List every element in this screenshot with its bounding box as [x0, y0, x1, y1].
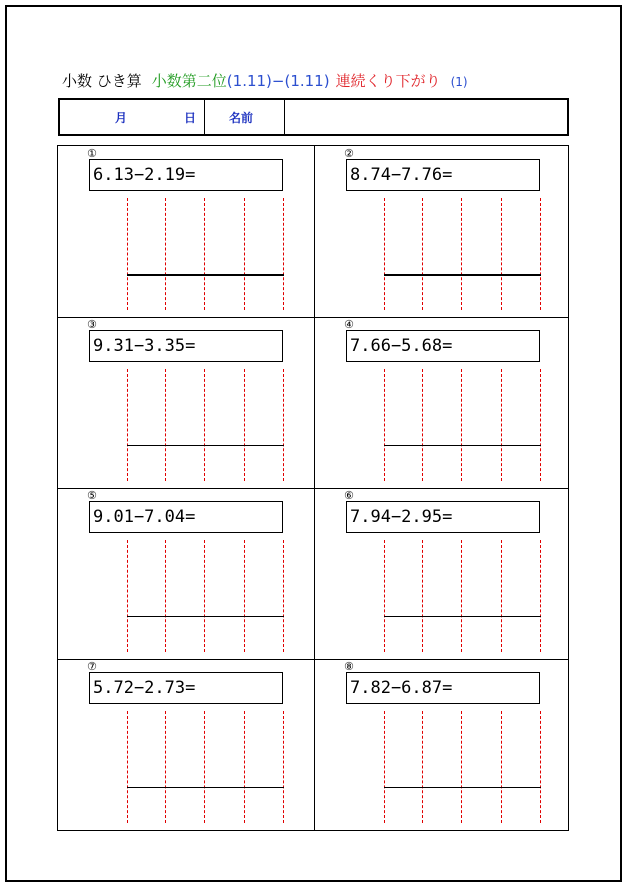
- guide-line: [422, 711, 423, 823]
- title-topic: 小数 ひき算: [62, 72, 142, 90]
- problem-number: ⑦: [87, 660, 97, 673]
- answer-line: [127, 616, 284, 617]
- problem-number: ⑤: [87, 489, 97, 502]
- guide-line: [461, 711, 462, 823]
- answer-area[interactable]: [127, 369, 284, 481]
- guide-line: [384, 711, 385, 823]
- sheet-number: (1): [450, 75, 468, 89]
- name-label: 名前: [229, 111, 254, 125]
- answer-line: [384, 787, 541, 788]
- problem-number: ④: [344, 318, 354, 331]
- guide-line: [501, 540, 502, 652]
- problem-number: ⑧: [344, 660, 354, 673]
- answer-area[interactable]: [127, 198, 284, 310]
- worksheet-title: [62, 70, 468, 92]
- problem-expression[interactable]: 9.31−3.35=: [89, 330, 283, 362]
- problem-expression[interactable]: 9.01−7.04=: [89, 501, 283, 533]
- problem-cell: [58, 317, 313, 488]
- answer-area[interactable]: [384, 198, 541, 310]
- guide-line: [384, 198, 385, 310]
- answer-line: [127, 274, 284, 276]
- problem-number: ⑥: [344, 489, 354, 502]
- answer-line: [384, 274, 541, 276]
- guide-line: [422, 198, 423, 310]
- month-label: 月: [115, 111, 128, 125]
- problem-cell: [315, 317, 570, 488]
- date-cell[interactable]: [60, 100, 205, 134]
- guide-line: [540, 198, 541, 310]
- problem-expression[interactable]: 7.82−6.87=: [346, 672, 540, 704]
- guide-line: [127, 711, 128, 823]
- guide-line: [283, 711, 284, 823]
- problem-number: ①: [87, 147, 97, 160]
- guide-line: [204, 369, 205, 481]
- guide-line: [165, 198, 166, 310]
- guide-line: [461, 198, 462, 310]
- guide-line: [127, 369, 128, 481]
- guide-line: [422, 369, 423, 481]
- guide-line: [204, 540, 205, 652]
- guide-line: [165, 711, 166, 823]
- title-level: 小数第二位: [151, 72, 227, 90]
- guide-line: [204, 711, 205, 823]
- answer-line: [127, 787, 284, 788]
- problem-cell: [58, 146, 313, 317]
- name-label-cell: [205, 100, 285, 134]
- guide-line: [244, 540, 245, 652]
- problem-expression[interactable]: 8.74−7.76=: [346, 159, 540, 191]
- guide-line: [540, 540, 541, 652]
- guide-line: [244, 198, 245, 310]
- guide-line: [283, 198, 284, 310]
- answer-line: [384, 445, 541, 446]
- guide-line: [540, 369, 541, 481]
- guide-line: [244, 711, 245, 823]
- day-label: 日: [184, 111, 197, 125]
- guide-line: [165, 540, 166, 652]
- title-type: 連続くり下がり: [335, 72, 441, 90]
- answer-line: [127, 445, 284, 446]
- problem-expression[interactable]: 7.66−5.68=: [346, 330, 540, 362]
- problem-cell: [58, 659, 313, 830]
- answer-area[interactable]: [384, 711, 541, 823]
- guide-line: [461, 540, 462, 652]
- problem-cell: [315, 488, 570, 659]
- problem-number: ③: [87, 318, 97, 331]
- guide-line: [501, 711, 502, 823]
- guide-line: [461, 369, 462, 481]
- title-pattern: (1.11)−(1.11): [226, 72, 330, 90]
- problem-cell: [315, 659, 570, 830]
- problem-expression[interactable]: 5.72−2.73=: [89, 672, 283, 704]
- problem-expression[interactable]: 7.94−2.95=: [346, 501, 540, 533]
- answer-area[interactable]: [384, 369, 541, 481]
- guide-line: [384, 369, 385, 481]
- name-field[interactable]: [285, 100, 567, 134]
- guide-line: [422, 540, 423, 652]
- problem-expression[interactable]: 6.13−2.19=: [89, 159, 283, 191]
- guide-line: [501, 369, 502, 481]
- answer-area[interactable]: [127, 540, 284, 652]
- guide-line: [501, 198, 502, 310]
- answer-area[interactable]: [384, 540, 541, 652]
- guide-line: [127, 540, 128, 652]
- answer-line: [384, 616, 541, 617]
- answer-area[interactable]: [127, 711, 284, 823]
- guide-line: [127, 198, 128, 310]
- problem-number: ②: [344, 147, 354, 160]
- problem-cell: [315, 146, 570, 317]
- guide-line: [165, 369, 166, 481]
- header-table: [58, 98, 569, 136]
- guide-line: [244, 369, 245, 481]
- problem-grid: [57, 145, 569, 831]
- problem-cell: [58, 488, 313, 659]
- guide-line: [540, 711, 541, 823]
- guide-line: [283, 540, 284, 652]
- guide-line: [283, 369, 284, 481]
- guide-line: [204, 198, 205, 310]
- guide-line: [384, 540, 385, 652]
